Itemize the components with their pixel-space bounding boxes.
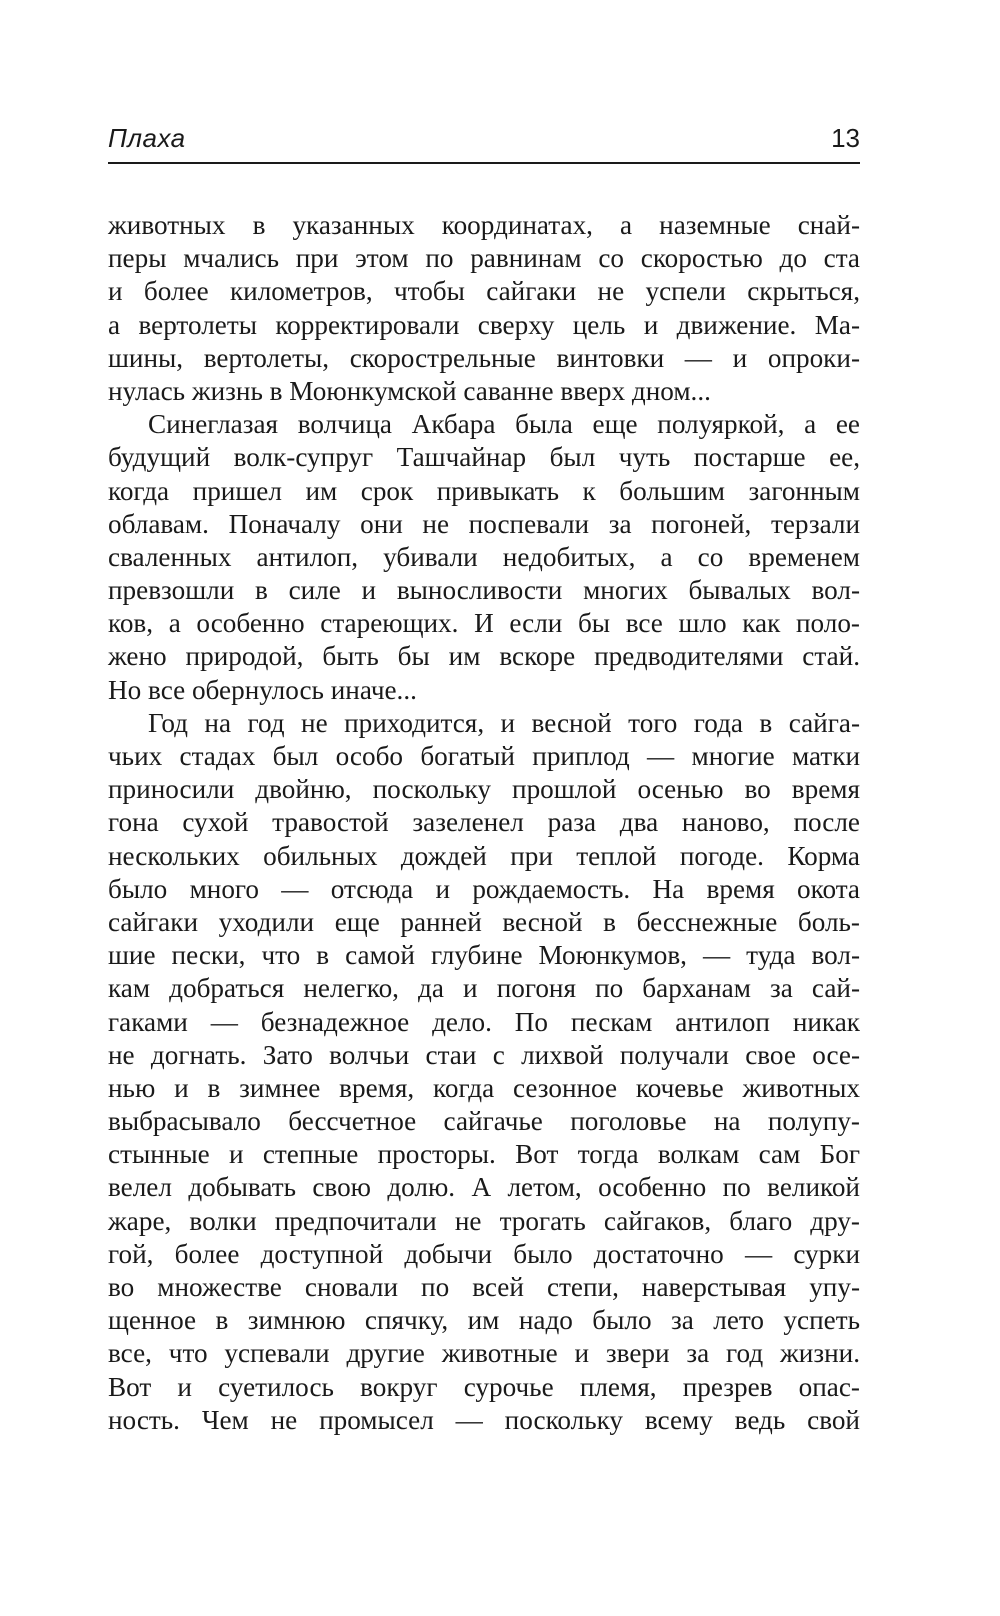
text-line: во множестве сновали по всей степи, наверстывая упу- [108,1272,860,1302]
text-line: гой, более доступной добычи было достаточно — сурки [108,1238,860,1269]
running-header [108,122,860,164]
text-line: кам добраться нелегко, да и погоня по барханам за сай- [108,973,860,1004]
text-line: сваленных антилоп, убивали недобитых, а со временем [108,541,860,572]
text-line: нескольких обильных дождей при теплой погоде. Корма [108,840,860,871]
text-line: гона сухой травостой зазеленел раза два наново, после [108,807,860,838]
text-line: а вертолеты корректировали сверху цель и движение. Ма- [108,309,860,340]
text-line: жено природой, быть бы им вскоре предводителями стай. [108,641,860,672]
text-line: ность. Чем не промысел — поскольку всему ведь свой [108,1404,860,1435]
text-line: щенное в зимнюю спячку, им надо было за лето успеть [108,1305,860,1336]
text-line: все, что успевали другие животные и звери за год жизни. [108,1338,860,1369]
text-line: приносили двойню, поскольку прошлой осенью во время [108,774,860,805]
text-line: гаками — безнадежное дело. По пескам антилоп никак [108,1006,860,1037]
text-line: Но все обернулось иначе... [108,674,417,705]
paragraph [108,209,860,408]
page-number: 13 [831,123,860,153]
text-line: стынные и степные просторы. Вот тогда волкам сам Бог [108,1139,860,1170]
text-line: Вот и суетилось вокруг сурочье племя, презрев опас- [108,1371,860,1402]
paragraph [108,707,860,1437]
text-line: велел добывать свою долю. А летом, особенно по великой [108,1172,860,1203]
running-title: Плаха [108,123,186,153]
text-line: перы мчались при этом по равнинам со скоростью до ста [108,243,860,274]
text-line: превзошли в силе и выносливости многих бывалых вол- [108,575,860,606]
body-text [108,209,860,1437]
text-line: ков, а особенно стареющих. И если бы все шло как поло- [108,608,860,639]
text-line: чьих стадах был особо богатый приплод — многие матки [108,741,860,771]
text-line: Год на год не приходится, и весной того года в сайга- [148,707,860,738]
book-page [108,122,860,1437]
text-line: и более километров, чтобы сайгаки не успели скрыться, [108,276,860,307]
text-line: нулась жизнь в Моюнкумской саванне вверх дном... [108,375,711,406]
text-line: когда пришел им срок привыкать к большим загонным [108,475,860,506]
text-line: не догнать. Зато волчьи стаи с лихвой получали свое осе- [108,1039,860,1070]
text-line: было много — отсюда и рождаемость. На время окота [108,873,860,904]
text-line: облавам. Поначалу они не поспевали за погоней, терзали [108,508,860,539]
text-line: будущий волк-супруг Ташчайнар был чуть постарше ее, [108,442,860,473]
text-line: жаре, волки предпочитали не трогать сайгаков, благо дру- [108,1205,860,1236]
text-line: шины, вертолеты, скорострельные винтовки — и опроки- [108,342,860,373]
text-line: нью и в зимнее время, когда сезонное кочевье животных [108,1072,860,1103]
text-line: сайгаки уходили еще ранней весной в бесснежные боль- [108,906,860,937]
paragraph [108,408,860,707]
text-line: шие пески, что в самой глубине Моюнкумов, — туда вол- [108,940,860,971]
text-line: выбрасывало бессчетное сайгачье поголовье на полупу- [108,1106,860,1137]
text-line: Синеглазая волчица Акбара была еще полуяркой, а ее [148,409,860,440]
text-line: животных в указанных координатах, а наземные снай- [108,210,860,240]
